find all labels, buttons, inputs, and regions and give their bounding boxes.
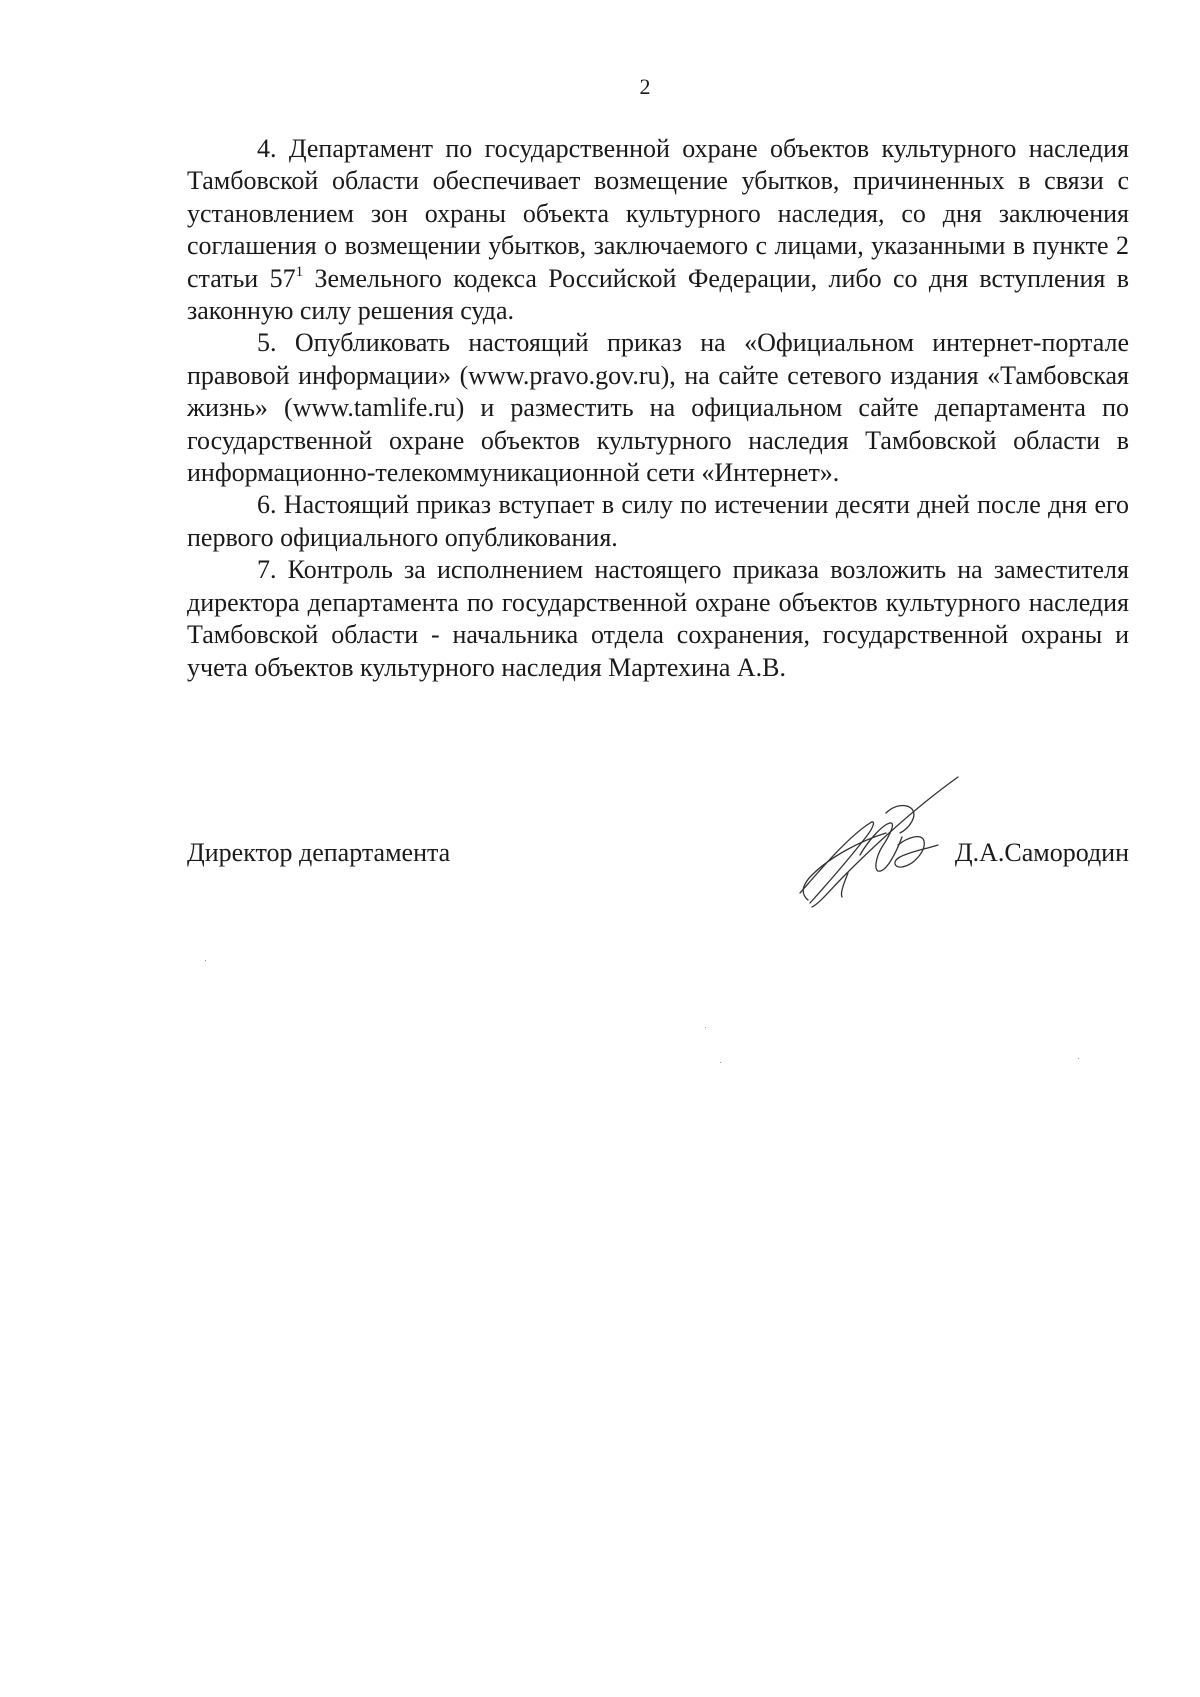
handwritten-signature [790, 775, 965, 910]
paragraph-4-text: 4. Департамент по государственной охране объектов культурного наследия Тамбовской области обеспечивает возмещение убытков, причиненных в связи с установлением зон охраны объекта культурного наследия, со дня заключения соглашения о возмещении убытков, заключаемого с лицами, указанными в пункте 2 статьи 57 [187, 134, 1129, 293]
paragraph-4 [187, 133, 1129, 327]
article-superscript: 1 [295, 263, 304, 280]
document-body [187, 133, 1129, 684]
signatory-name: Д.А.Самородин [954, 838, 1129, 867]
scan-speck [1078, 1058, 1079, 1059]
paragraph-6: 6. Настоящий приказ вступает в силу по истечении десяти дней после дня его первого официального опубликования. [187, 490, 1129, 552]
scan-speck [720, 1062, 721, 1063]
scan-speck [705, 1027, 706, 1028]
scan-speck [205, 960, 206, 961]
paragraph-5: 5. Опубликовать настоящий приказ на «Официальном интернет-портале правовой информации» (www.pravo.gov.ru), на сайте сетевого издания «Тамбовская жизнь» (www.tamlife.ru) и разместить на официальном сайте департамента по государственной охране объектов культурного наследия Тамбовской области в информационно-телекоммуникационной сети «Интернет». [187, 328, 1129, 488]
page-number: 2 [639, 74, 651, 99]
signatory-title: Директор департамента [187, 838, 451, 867]
paragraph-7: 7. Контроль за исполнением настоящего приказа возложить на заместителя директора департамента по государственной охране объектов культурного наследия Тамбовской области - начальника отдела сохранения, государственной охраны и учета объектов культурного наследия Мартехина А.В. [187, 555, 1129, 682]
paragraph-4-text-cont: Земельного кодекса Российской Федерации, либо со дня вступления в законную силу решения суда. [187, 263, 1129, 326]
